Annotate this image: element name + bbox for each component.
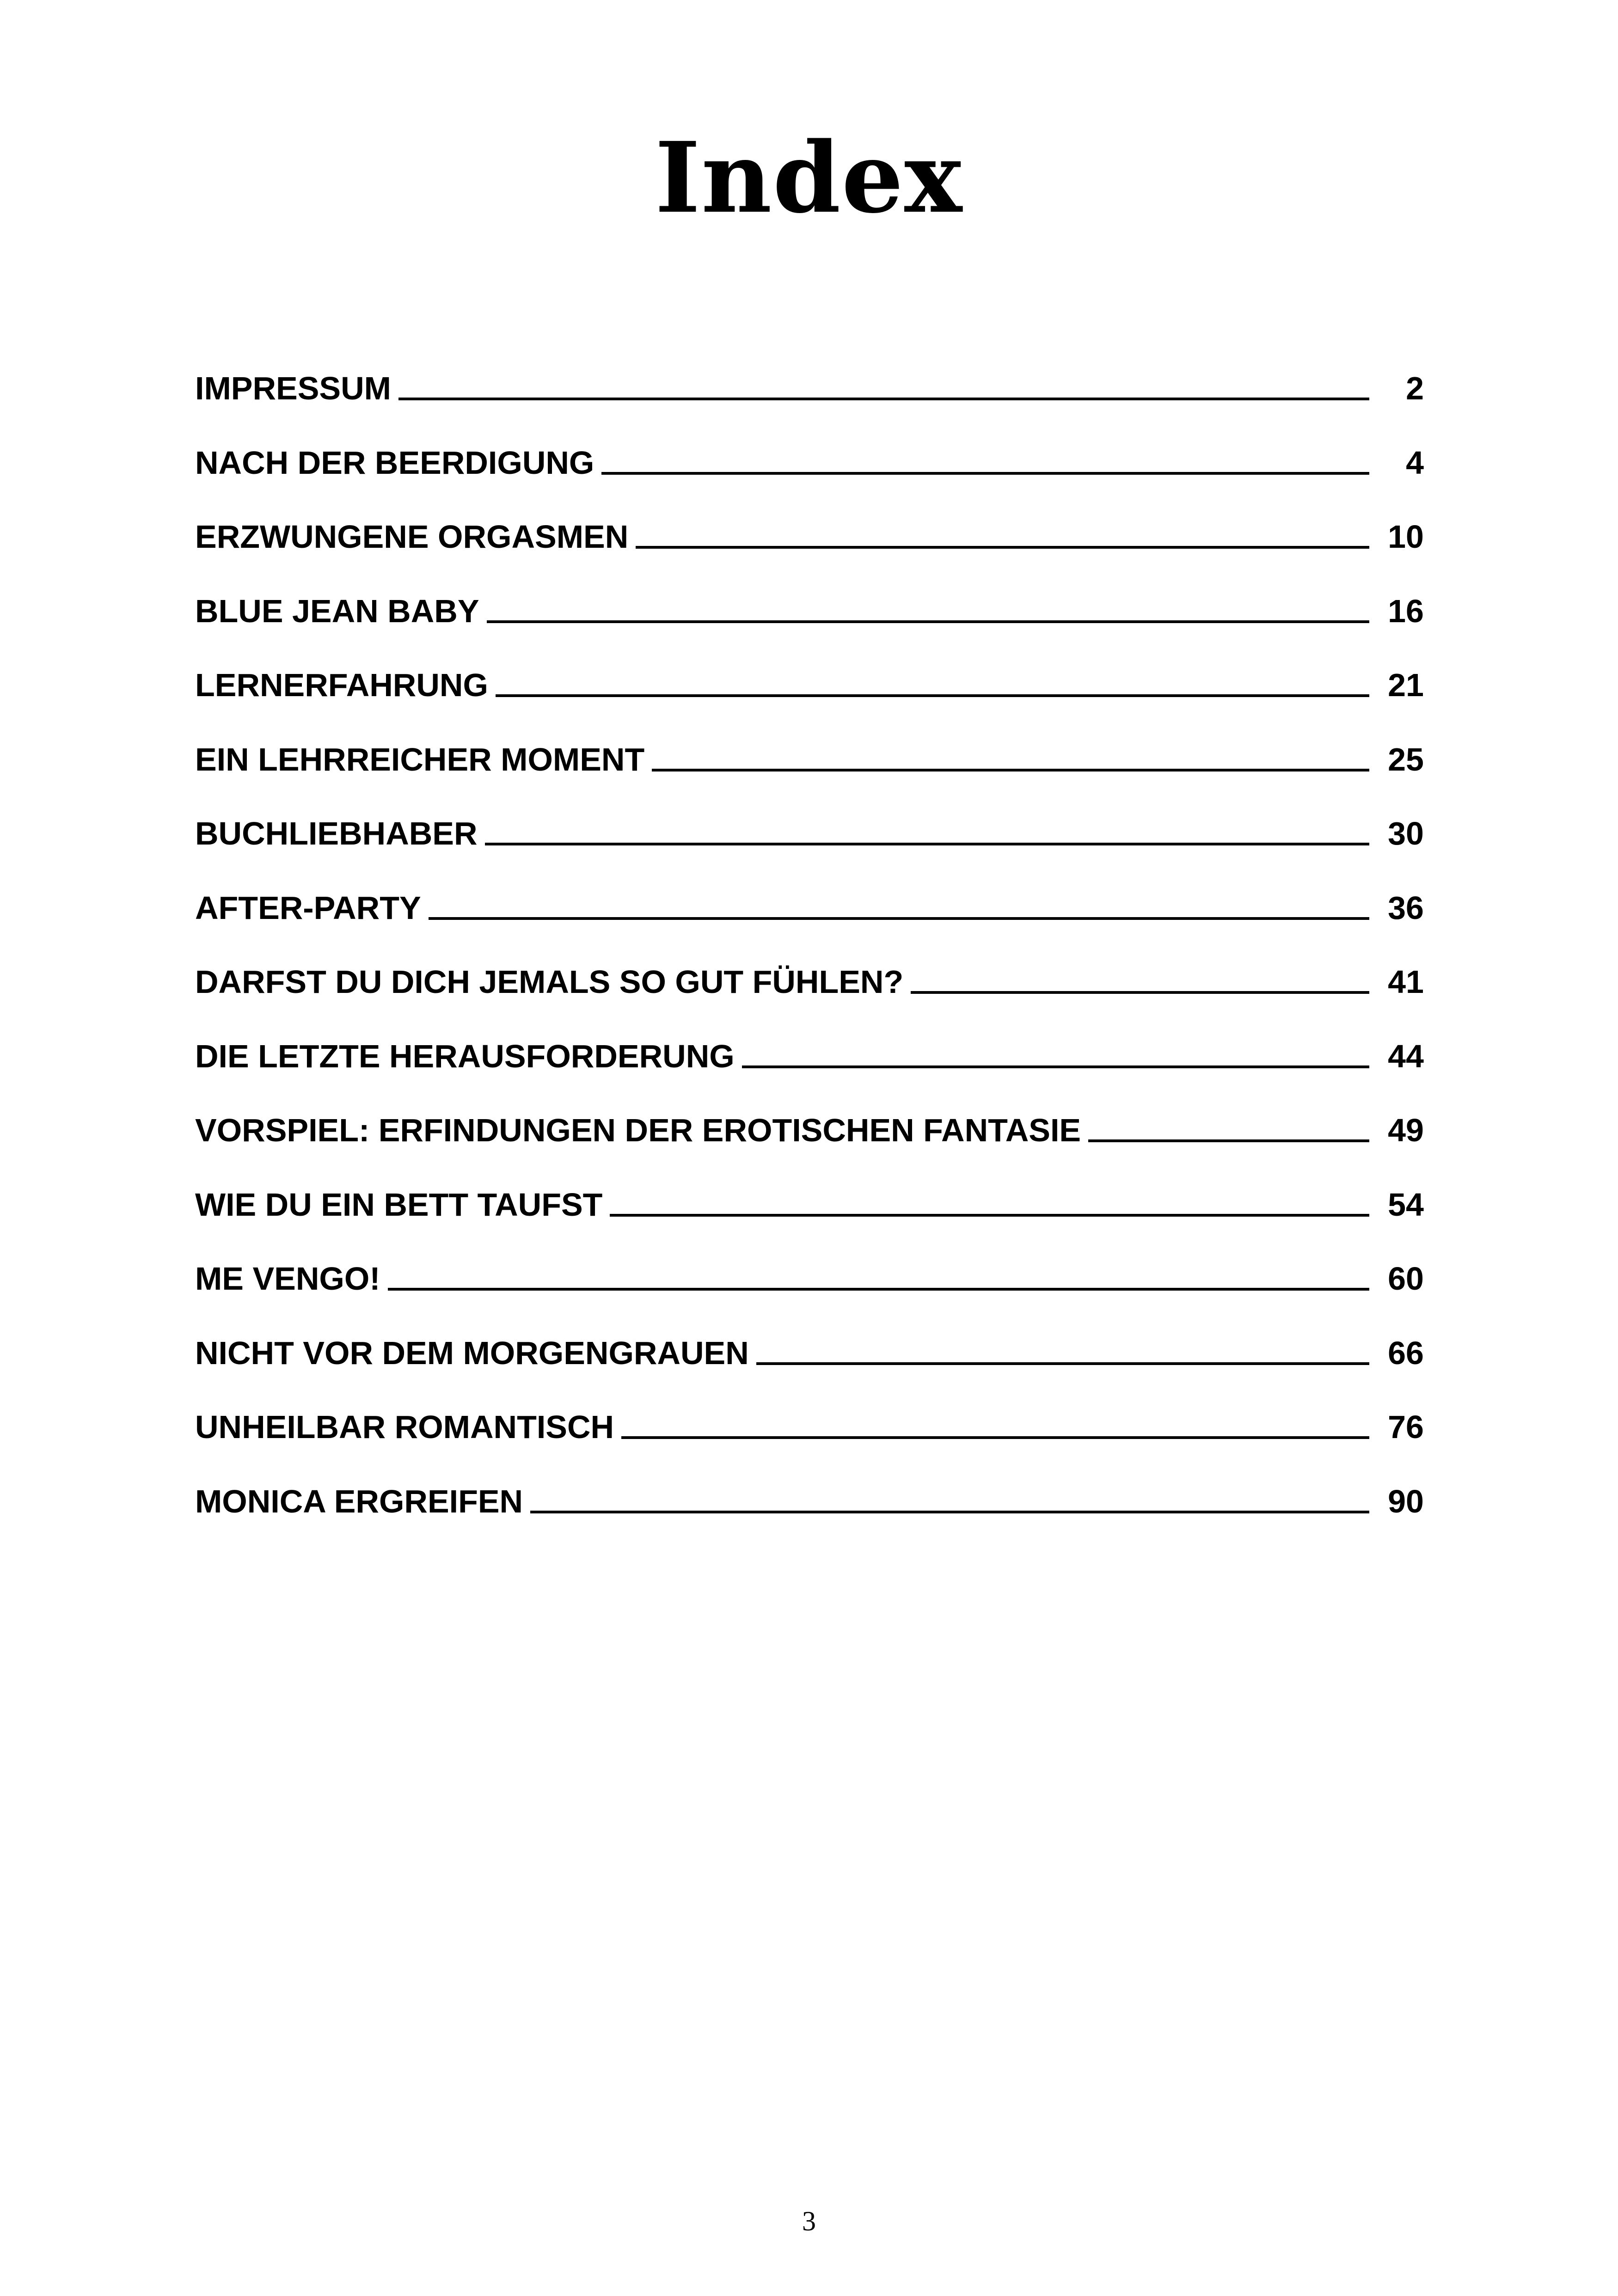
toc-leader-line: [388, 1288, 1369, 1291]
toc-entry-title: LERNERFAHRUNG: [195, 667, 488, 703]
toc-entry[interactable]: [195, 514, 1424, 588]
toc-entry-page: 54: [1388, 1186, 1424, 1223]
toc-entry-title: BUCHLIEBHABER: [195, 815, 478, 851]
toc-entry[interactable]: [195, 1107, 1424, 1182]
toc-leader-line: [487, 620, 1369, 623]
toc-entry-page: 16: [1388, 593, 1424, 629]
toc-entry-page: 36: [1388, 889, 1424, 926]
toc-leader-line: [636, 546, 1369, 549]
toc-entry-page: 76: [1388, 1409, 1424, 1445]
toc-leader-line: [1088, 1139, 1369, 1142]
toc-entry-page: 30: [1388, 815, 1424, 851]
page-number: 3: [802, 2206, 816, 2236]
toc-entry[interactable]: [195, 1255, 1424, 1330]
toc-entry[interactable]: [195, 662, 1424, 736]
toc-entry[interactable]: [195, 1182, 1424, 1256]
toc-entry-page: 10: [1388, 519, 1424, 555]
toc-entry-title: VORSPIEL: ERFINDUNGEN DER EROTISCHEN FANTASIE: [195, 1112, 1081, 1148]
toc-entry[interactable]: [195, 1033, 1424, 1108]
toc-entry-page: 90: [1388, 1483, 1424, 1519]
toc-entry-page: 41: [1388, 964, 1424, 1000]
toc-entry-page: 2: [1406, 370, 1424, 406]
table-of-contents: [195, 365, 1424, 1552]
toc-entry-title: BLUE JEAN BABY: [195, 593, 479, 629]
toc-leader-line: [610, 1214, 1369, 1217]
toc-entry-page: 49: [1388, 1112, 1424, 1148]
toc-entry-title: ERZWUNGENE ORGASMEN: [195, 519, 629, 555]
toc-entry[interactable]: [195, 365, 1424, 440]
toc-entry-title: NICHT VOR DEM MORGENGRAUEN: [195, 1335, 749, 1371]
toc-entry-title: EIN LEHRREICHER MOMENT: [195, 741, 645, 778]
toc-leader-line: [652, 769, 1369, 771]
toc-entry-page: 60: [1388, 1261, 1424, 1297]
toc-entry[interactable]: [195, 1404, 1424, 1478]
toc-leader-line: [398, 398, 1369, 400]
toc-entry-page: 25: [1388, 741, 1424, 778]
toc-leader-line: [756, 1362, 1369, 1365]
toc-entry-title: MONICA ERGREIFEN: [195, 1483, 523, 1519]
toc-entry[interactable]: [195, 440, 1424, 514]
page-title: Index: [655, 121, 963, 235]
toc-leader-line: [621, 1436, 1369, 1439]
toc-entry-title: UNHEILBAR ROMANTISCH: [195, 1409, 614, 1445]
toc-leader-line: [485, 843, 1369, 845]
toc-entry-title: DIE LETZTE HERAUSFORDERUNG: [195, 1038, 735, 1074]
toc-entry-title: AFTER-PARTY: [195, 889, 421, 926]
toc-leader-line: [601, 472, 1369, 475]
toc-entry[interactable]: [195, 959, 1424, 1033]
toc-entry-page: 44: [1388, 1038, 1424, 1074]
toc-leader-line: [530, 1511, 1369, 1513]
toc-entry-page: 21: [1388, 667, 1424, 703]
toc-entry[interactable]: [195, 885, 1424, 959]
toc-entry-title: WIE DU EIN BETT TAUFST: [195, 1186, 603, 1223]
toc-leader-line: [742, 1065, 1369, 1068]
toc-entry-page: 4: [1406, 444, 1424, 481]
toc-entry[interactable]: [195, 736, 1424, 811]
toc-entry[interactable]: [195, 810, 1424, 885]
toc-leader-line: [911, 991, 1369, 994]
toc-entry[interactable]: [195, 1478, 1424, 1553]
toc-leader-line: [429, 917, 1369, 920]
toc-entry-title: ME VENGO!: [195, 1261, 380, 1297]
toc-entry-title: IMPRESSUM: [195, 370, 391, 406]
toc-entry[interactable]: [195, 1330, 1424, 1404]
toc-entry-title: NACH DER BEERDIGUNG: [195, 444, 594, 481]
toc-leader-line: [496, 694, 1369, 697]
toc-entry[interactable]: [195, 588, 1424, 662]
toc-entry-page: 66: [1388, 1335, 1424, 1371]
toc-entry-title: DARFST DU DICH JEMALS SO GUT FÜHLEN?: [195, 964, 904, 1000]
